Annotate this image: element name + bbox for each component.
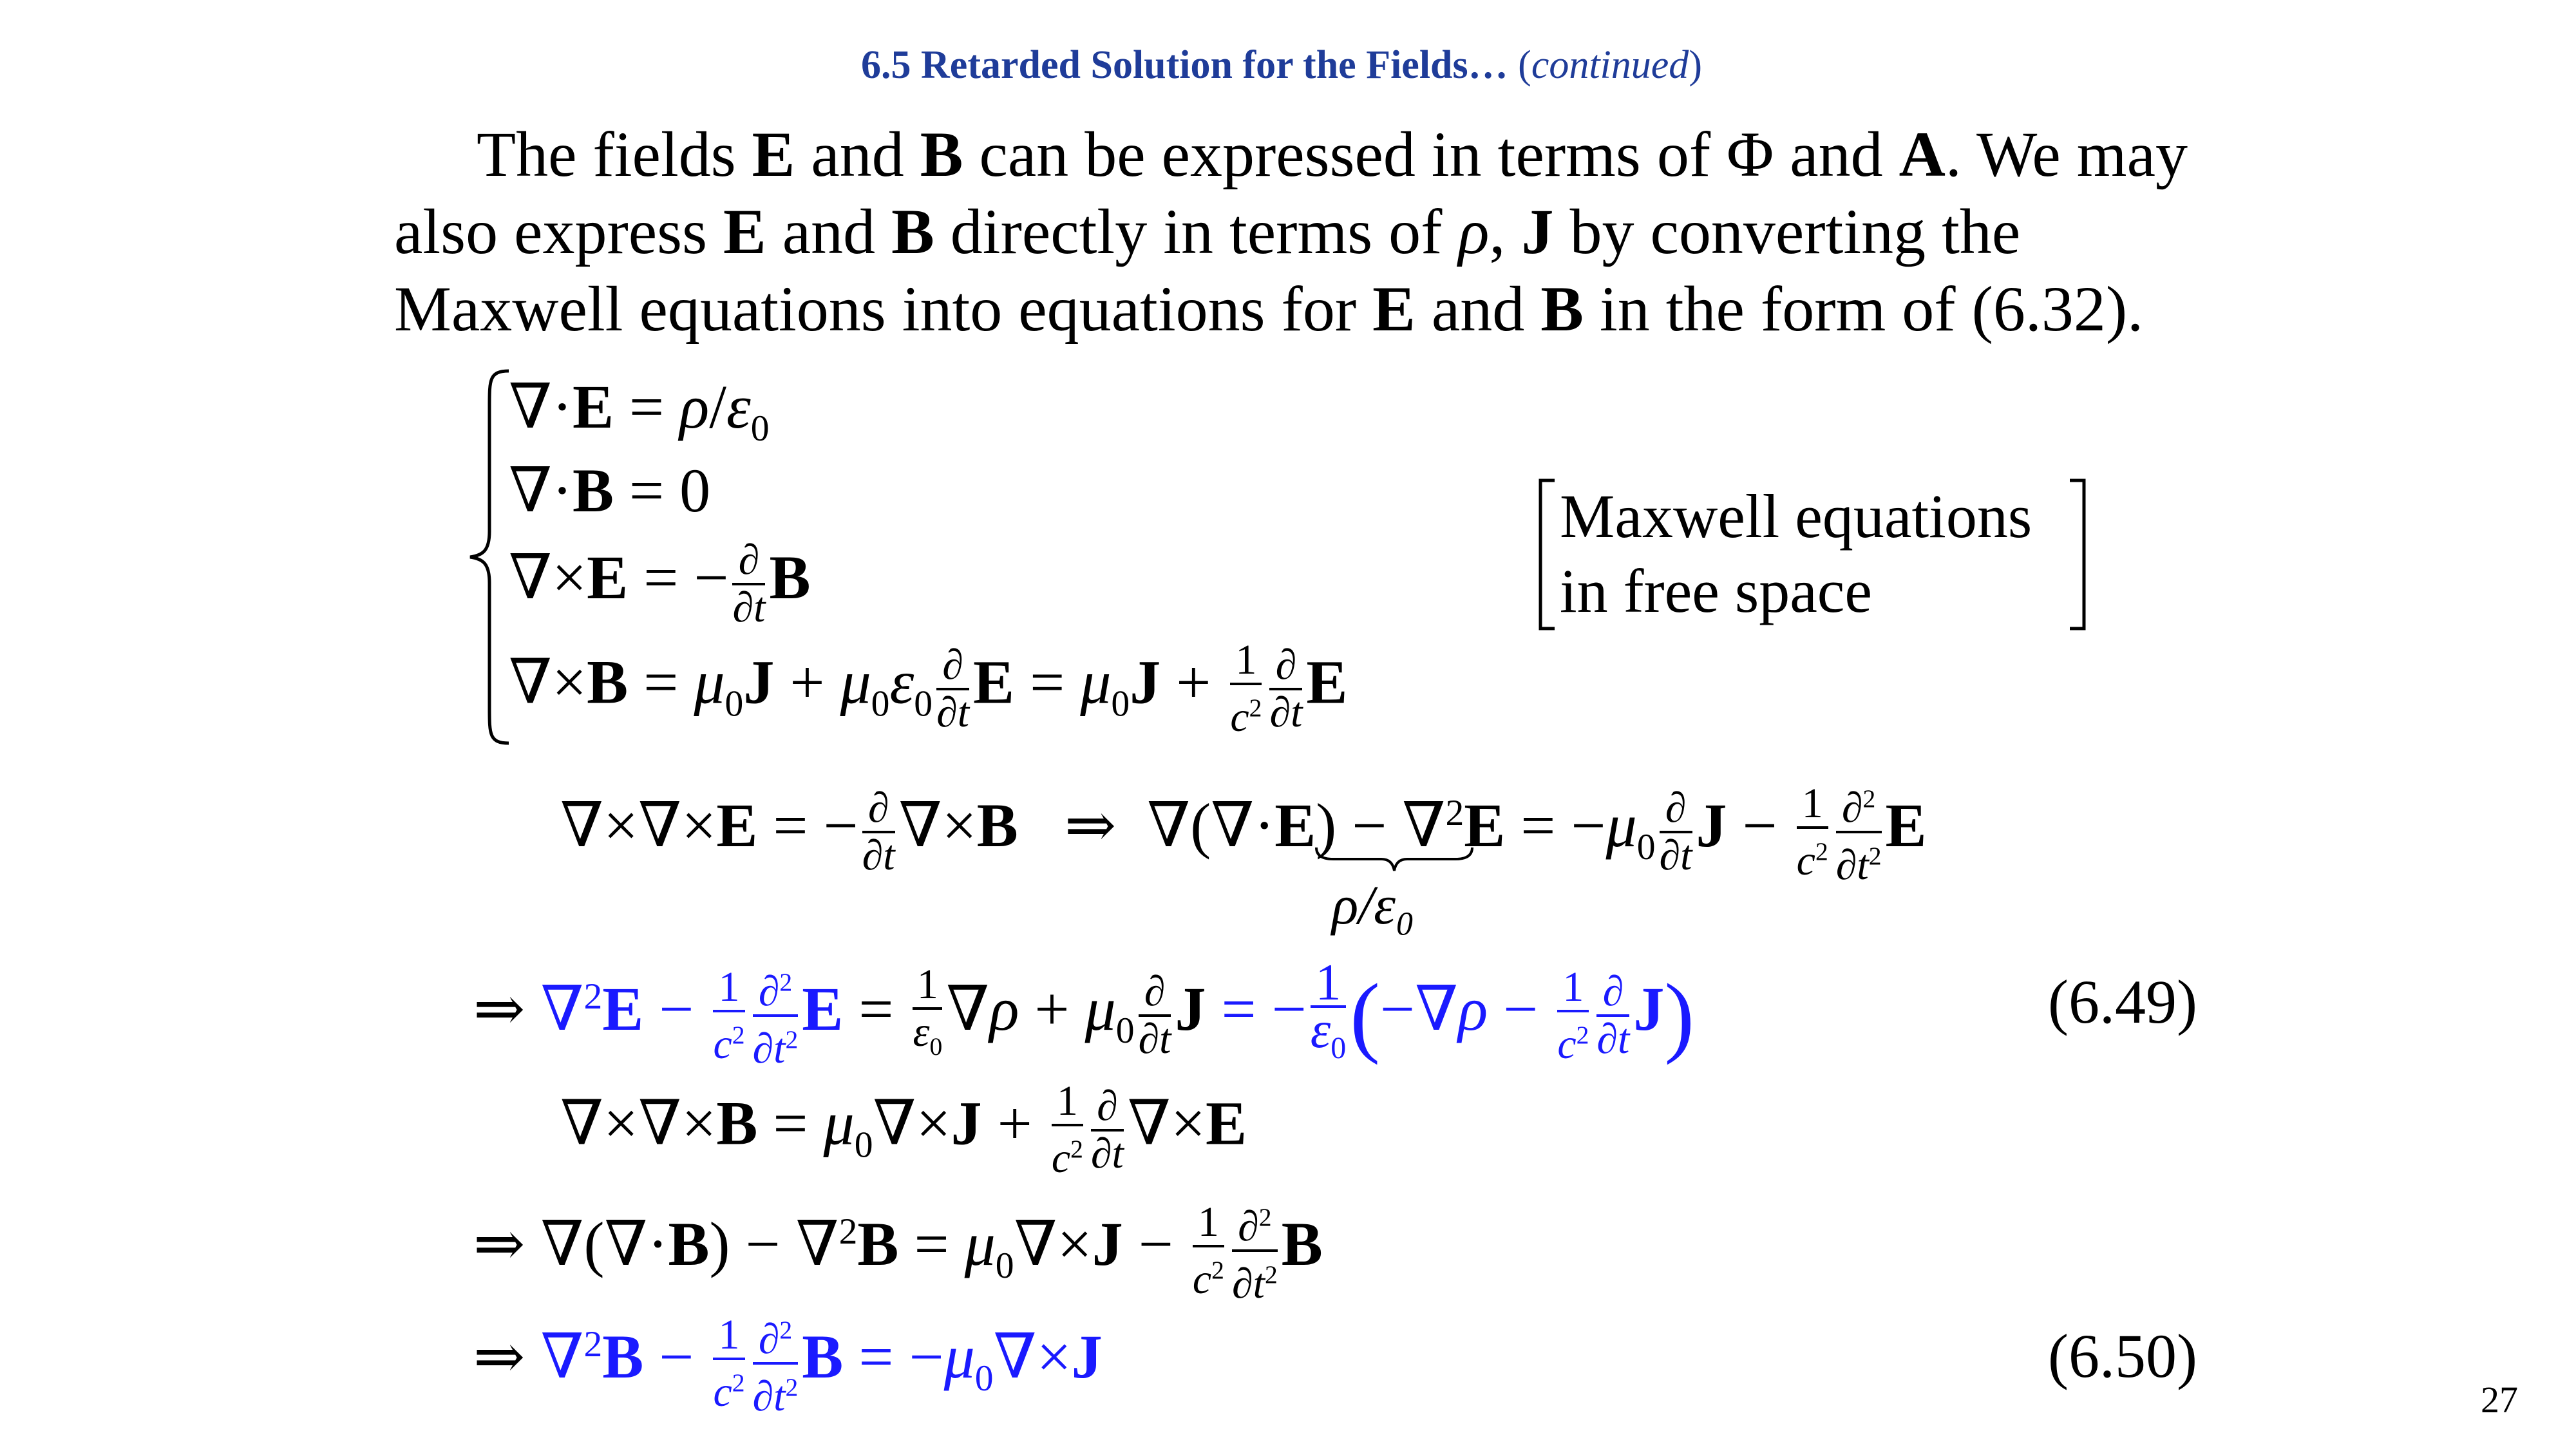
underbrace-icon [1314, 845, 1475, 873]
equation-number-6-50: (6.50) [2048, 1321, 2197, 1390]
underbrace-label: ρ/ε₀ [1332, 874, 1415, 936]
maxwell-label-line-2: in free space [1560, 556, 1873, 625]
equation-number-6-49: (6.49) [2048, 967, 2197, 1036]
paragraph-line-2: also express E and B directly in terms of ρ, J by converting the [394, 196, 2021, 267]
grad-div-b-equation: ⇒ $\nabla(\nabla\cdot B) - \nabla^2B = \mu_0\nabla\times J$ − $\frac{1}{c^2}$ $\frac{\partial^2}{\partial t^2}$ B [473, 1195, 1323, 1307]
maxwell-label-line-1: Maxwell equations [1560, 482, 2032, 551]
maxwell-label-box [1535, 478, 2089, 631]
wave-equation-e: ⇒ ∇$^2$E − $\frac{1}{c^2}$ $\frac{\partial^2}{\partial t^2}$ E = $\frac{1}{\varepsilon_0}$ $\nabla\rho + \mu_0$ $\frac{\partial}{\partial t}$ J = − $\frac{1}{\varepsilon_0}$ (−∇ρ − $\frac{1}{c^2}$ $\frac{\partial}{\partial t}$ J) [473, 954, 1694, 1072]
curl-curl-e-equation: ∇×∇×E = − $\frac{\partial}{\partial t}$ ∇×B ⇒ $\nabla(\nabla\cdot E) - \nabla^2E = -\mu_0$ $\frac{\partial}{\partial t}$ J − $\frac{1}{c^2}$ $\frac{\partial^2}{\partial t^2}$ E [560, 776, 1927, 888]
paragraph-line-3: Maxwell equations into equations for E and B in the form of (6.32). [394, 273, 2144, 345]
maxwell-eq-faraday: ∇×E = − $\frac{\partial}{\partial t}$ B [509, 536, 811, 631]
wave-equation-b: ⇒ ∇$^2$B − $\frac{1}{c^2}$ $\frac{\partial^2}{\partial t^2}$ $B = -\mu_0\nabla\times J$ [473, 1307, 1103, 1419]
slide-title: 6.5 Retarded Solution for the Fields… (continued) [861, 43, 1702, 87]
curl-curl-b-equation: $\nabla\times\nabla\times B = \mu_0\nabla\times J$ + $\frac{1}{c^2}$ $\frac{\partial}{\partial t}$ ∇×E [560, 1077, 1247, 1182]
paragraph-line-1: The fields E and B can be expressed in terms of Φ and A. We may [477, 118, 2188, 190]
maxwell-eq-gauss: $\nabla\cdot E = \rho/\varepsilon_0$ [509, 372, 770, 450]
page-number: 27 [2481, 1379, 2518, 1421]
maxwell-eq-ampere: $\nabla\times B = \mu_0J + \mu_0\varepsilon_0$ $\frac{\partial}{\partial t}$ $E = \mu_0J$ + $\frac{1}{c^2}$ $\frac{\partial}{\partial t}$ E [509, 636, 1348, 741]
maxwell-eq-no-monopole: ∇·B = 0 [509, 456, 711, 525]
